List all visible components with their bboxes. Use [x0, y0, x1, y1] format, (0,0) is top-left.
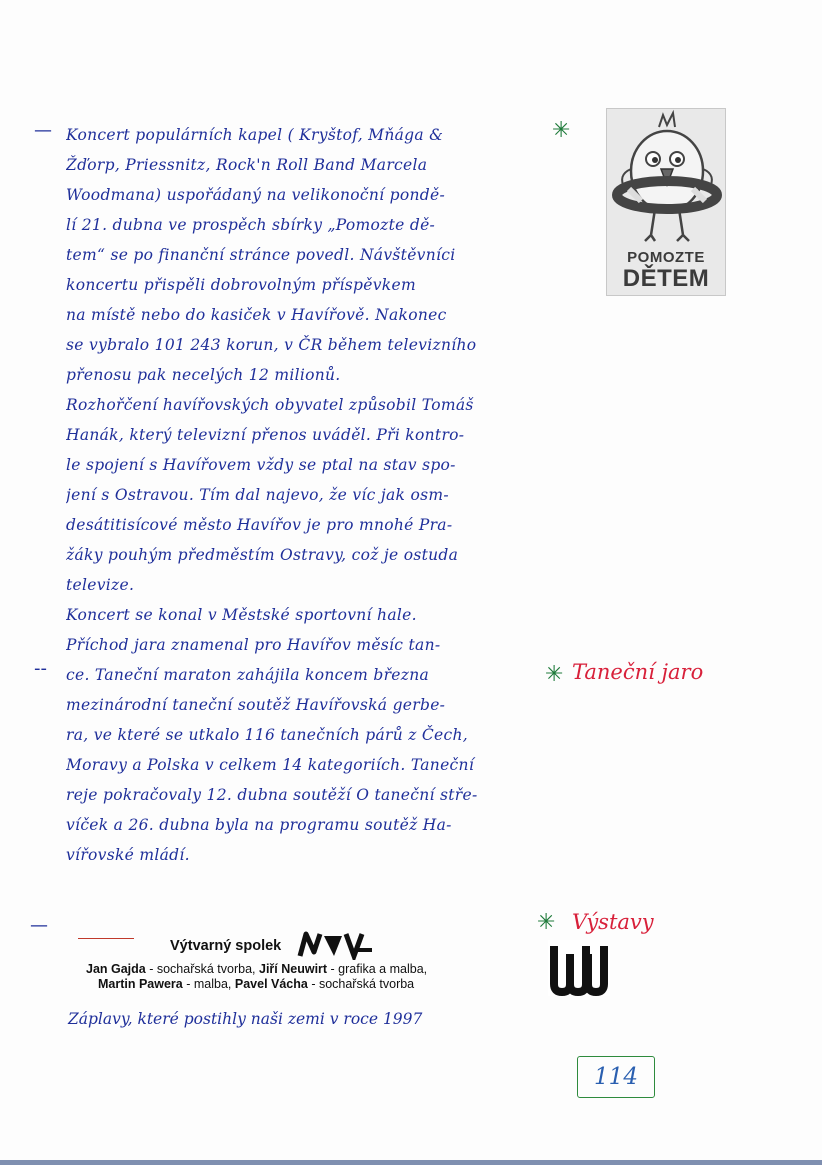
member-role: - malba, [182, 977, 235, 991]
margin-dash-3: — [30, 915, 48, 936]
handwritten-text [66, 120, 556, 870]
text-line: Rozhořčení havířovských obyvatel způsobil Tomáš [66, 396, 474, 414]
closing-handwritten-line: Záplavy, které postihly naši zemi v roce 1997 [68, 1010, 423, 1028]
text-line: vířovské mládí. [66, 846, 190, 864]
text-line: televize. [66, 576, 135, 594]
member-name: Jan Gajda [86, 962, 146, 976]
text-line: Koncert se konal v Městské sportovní hale. [66, 606, 417, 624]
text-line: lí 21. dubna ve prospěch sbírky „Pomozte dě- [66, 216, 436, 234]
text-line: se vybralo 101 243 korun, v ČR během televizního [66, 336, 477, 354]
spolek-members-line2 [98, 977, 414, 991]
text-line: žáky pouhým předměstím Ostravy, což je ostuda [66, 546, 459, 564]
spolek-logo-icon [296, 930, 376, 960]
margin-star-3: ✳ [537, 910, 556, 935]
margin-label-exhibit: Výstavy [572, 910, 654, 934]
text-line: mezinárodní taneční soutěž Havířovská gerbe- [66, 696, 446, 714]
member-role: - sochařská tvorba, [145, 962, 259, 976]
member-name: Jiří Neuwirt [259, 962, 328, 976]
margin-star-2: ✳ [545, 662, 564, 687]
text-line: Žďorp, Priessnitz, Rock'n Roll Band Marcela [66, 156, 428, 174]
margin-dash-2: -- [34, 658, 47, 679]
spolek-title: Výtvarný spolek [170, 938, 282, 954]
margin-dash-1: — [34, 120, 52, 141]
pomozte-detem-clipping [606, 108, 726, 296]
text-line: le spojení s Havířovem vždy se ptal na stav spo- [66, 456, 456, 474]
member-role: - grafika a malba, [327, 962, 428, 976]
text-line: tem“ se po finanční stránce povedl. Návštěvníci [66, 246, 456, 264]
member-name: Martin Pawera [98, 977, 183, 991]
page-number: 114 [577, 1056, 655, 1098]
scan-edge [0, 1160, 822, 1165]
exhibition-logo-icon [548, 940, 610, 996]
text-line: na místě nebo do kasiček v Havířově. Nakonec [66, 306, 447, 324]
text-line: desátitisícové město Havířov je pro mnohé Pra- [66, 516, 453, 534]
text-line: Moravy a Polska v celkem 14 kategoriích. Taneční [66, 756, 475, 774]
margin-label-dance: Taneční jaro [572, 660, 704, 684]
vytvarny-spolek-clipping [78, 930, 458, 992]
margin-star-1: ✳ [552, 118, 571, 143]
text-line: ce. Taneční maraton zahájila koncem března [66, 666, 430, 684]
text-line: koncertu přispěli dobrovolným příspěvkem [66, 276, 416, 294]
clipping-title-line2: DĚTEM [622, 265, 710, 292]
text-line: přenosu pak necelých 12 milionů. [66, 366, 341, 384]
text-line: Woodmana) uspořádaný na velikonoční pondě- [66, 186, 446, 204]
member-role: - sochařská tvorba [307, 977, 415, 991]
chick-mascot-icon [607, 109, 725, 249]
clipping-title-line1: POMOZTE [627, 249, 705, 266]
text-line: jení s Ostravou. Tím dal najevo, že víc jak osm- [66, 486, 449, 504]
text-line: ra, ve které se utkalo 116 tanečních párů z Čech, [66, 726, 469, 744]
spolek-members-line1 [86, 962, 427, 976]
text-line: Příchod jara znamenal pro Havířov měsíc tan- [66, 636, 441, 654]
red-rule [78, 938, 134, 939]
text-line: Hanák, který televizní přenos uváděl. Při kontro- [66, 426, 465, 444]
text-line: Koncert populárních kapel ( Kryštof, Mňága & [66, 126, 444, 144]
text-line: víček a 26. dubna byla na programu soutěž Ha- [66, 816, 452, 834]
text-line: reje pokračovaly 12. dubna soutěží O taneční stře- [66, 786, 478, 804]
member-name: Pavel Vácha [234, 977, 308, 991]
